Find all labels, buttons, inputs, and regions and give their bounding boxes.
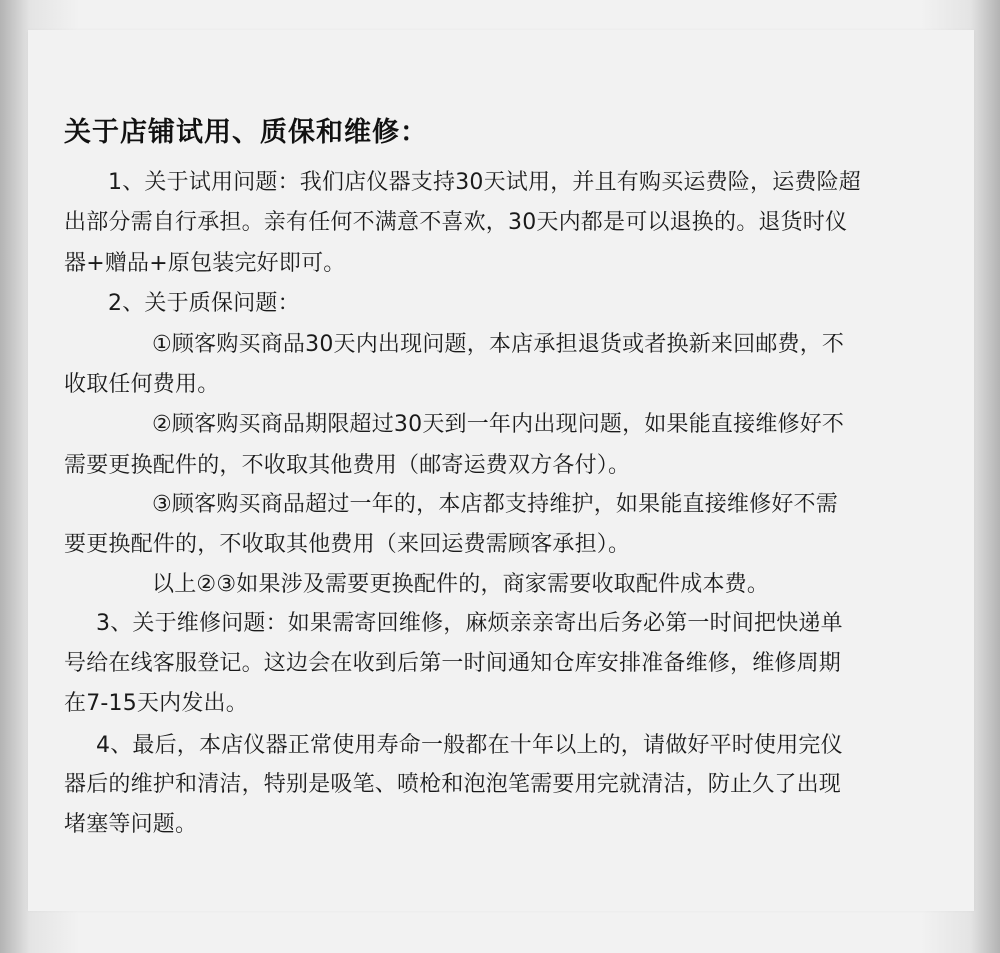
paragraph-line: 器后的维护和清洁，特别是吸笔、喷枪和泡泡笔需要用完就清洁，防止久了出现	[64, 772, 842, 797]
paragraph-line: 号给在线客服登记。这边会在收到后第一时间通知仓库安排准备维修，维修周期	[64, 651, 842, 676]
paragraph-line: 4、最后，本店仪器正常使用寿命一般都在十年以上的，请做好平时使用完仪	[96, 733, 843, 758]
paragraph-line: 需要更换配件的，不收取其他费用（邮寄运费双方各付）。	[64, 453, 631, 478]
paragraph-line: 1、关于试用问题：我们店仪器支持30天试用，并且有购买运费险，运费险超	[108, 170, 861, 195]
paragraph-line: ②顾客购买商品期限超过30天到一年内出现问题，如果能直接维修好不	[152, 412, 845, 437]
paragraph-line: 在7-15天内发出。	[64, 691, 248, 716]
paragraph-line: 要更换配件的，不收取其他费用（来回运费需顾客承担）。	[64, 532, 631, 557]
paragraph-line: 出部分需自行承担。亲有任何不满意不喜欢，30天内都是可以退换的。退货时仪	[64, 210, 848, 235]
paragraph-line: 堵塞等问题。	[64, 812, 198, 837]
page-title: 关于店铺试用、质保和维修：	[64, 117, 428, 148]
section-heading: 2、关于质保问题：	[108, 291, 300, 316]
paragraph-line: ①顾客购买商品30天内出现问题，本店承担退货或者换新来回邮费，不	[152, 332, 845, 357]
paragraph-line: 收取任何费用。	[64, 372, 220, 397]
paragraph-line: ③顾客购买商品超过一年的，本店都支持维护，如果能直接维修好不需	[152, 492, 838, 517]
paragraph-line: 器+赠品+原包装完好即可。	[64, 251, 346, 276]
paragraph-line: 以上②③如果涉及需要更换配件的，商家需要收取配件成本费。	[152, 572, 770, 597]
paragraph-line: 3、关于维修问题：如果需寄回维修，麻烦亲亲寄出后务必第一时间把快递单	[96, 611, 843, 636]
